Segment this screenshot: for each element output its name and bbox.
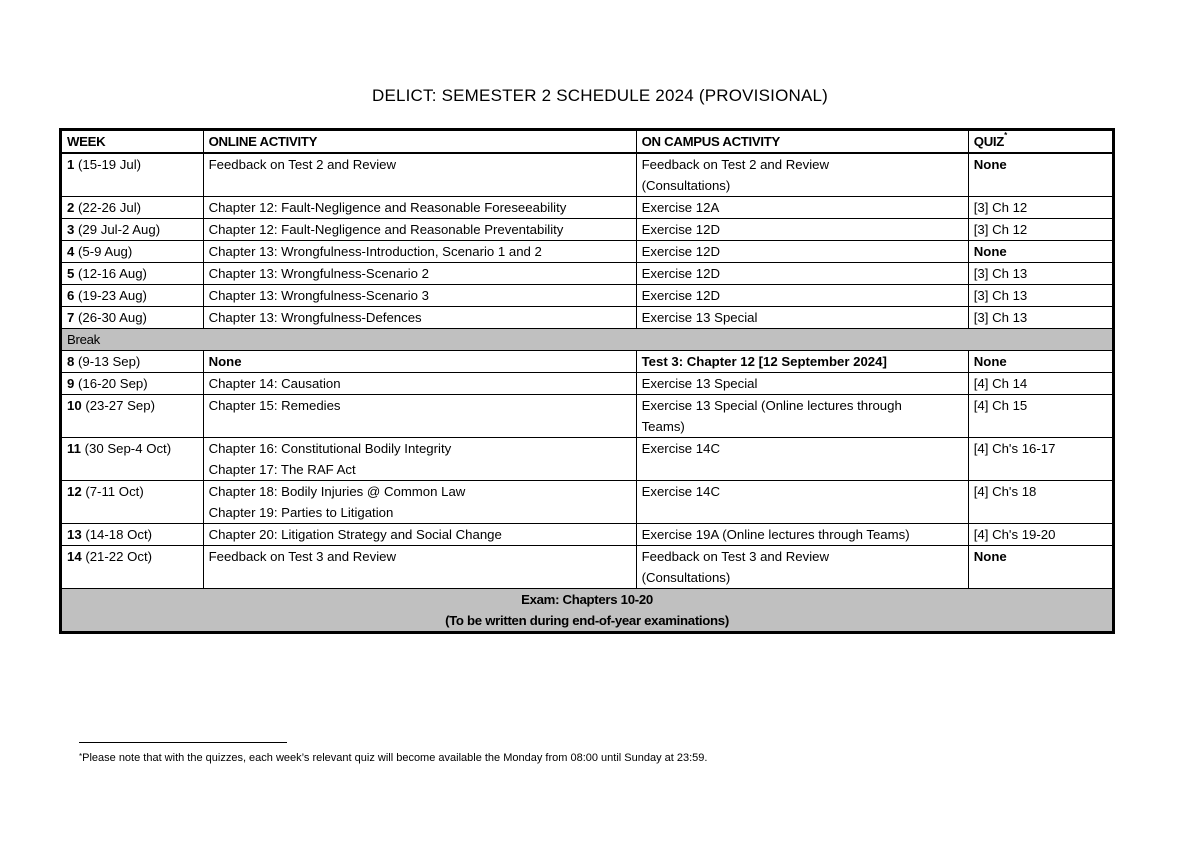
exam-title: Exam: Chapters 10-20 — [521, 592, 653, 607]
table-row — [61, 438, 1114, 481]
week-cell — [61, 395, 204, 438]
on-campus-activity-cell — [636, 285, 968, 307]
week-cell — [61, 197, 204, 219]
week-dates: (21-22 Oct) — [81, 549, 153, 564]
table-row — [61, 395, 1114, 438]
online-activity-cell — [203, 241, 636, 263]
week-number: 9 — [67, 376, 75, 391]
cell-line: Chapter 15: Remedies — [208, 398, 341, 413]
cell-line: (Consultations) — [641, 570, 731, 585]
footnote-marker: * — [1004, 131, 1007, 140]
on-campus-activity-cell — [636, 395, 968, 438]
online-activity-cell — [203, 197, 636, 219]
week-dates: (12-16 Aug) — [74, 266, 147, 281]
cell-line: Feedback on Test 2 and Review — [208, 157, 397, 172]
week-number: 8 — [67, 354, 75, 369]
cell-line: Exercise 14C — [641, 484, 721, 499]
week-dates: (14-18 Oct) — [81, 527, 153, 542]
footnote — [79, 752, 707, 764]
quiz-value: [3] Ch 13 — [973, 288, 1028, 303]
cell-line: Exercise 12D — [641, 266, 721, 281]
online-activity-cell — [203, 546, 636, 589]
quiz-value: None — [973, 244, 1007, 259]
cell-line: Chapter 14: Causation — [208, 376, 341, 391]
cell-line: Exercise 12A — [641, 200, 720, 215]
week-number: 10 — [67, 398, 82, 413]
on-campus-activity-cell — [636, 373, 968, 395]
quiz-cell — [968, 241, 1113, 263]
online-activity-cell — [203, 285, 636, 307]
week-cell — [61, 219, 204, 241]
table-header-row — [61, 130, 1114, 154]
cell-line: Exercise 14C — [641, 441, 721, 456]
header-week: WEEK — [61, 130, 204, 154]
footnote-text: Please note that with the quizzes, each week’s relevant quiz will become available the Monday from 08:00 until Sunday at 23:59. — [82, 752, 708, 764]
quiz-value: None — [973, 549, 1007, 564]
quiz-value: [4] Ch 14 — [973, 376, 1028, 391]
week-number: 5 — [67, 266, 75, 281]
table-row — [61, 153, 1114, 197]
cell-line: Chapter 16: Constitutional Bodily Integrity — [208, 441, 452, 456]
on-campus-activity-cell — [636, 197, 968, 219]
quiz-cell — [968, 395, 1113, 438]
table-row — [61, 197, 1114, 219]
quiz-cell — [968, 263, 1113, 285]
cell-line: Exercise 12D — [641, 222, 721, 237]
on-campus-activity-cell — [636, 263, 968, 285]
week-number: 3 — [67, 222, 75, 237]
on-campus-activity-cell — [636, 351, 968, 373]
online-activity-cell — [203, 307, 636, 329]
week-cell — [61, 546, 204, 589]
week-dates: (19-23 Aug) — [74, 288, 147, 303]
online-activity-cell — [203, 263, 636, 285]
cell-line: Chapter 18: Bodily Injuries @ Common Law — [208, 484, 466, 499]
quiz-value: [4] Ch's 16-17 — [973, 441, 1056, 456]
footnote-mark: * — [79, 752, 83, 761]
cell-line: Chapter 20: Litigation Strategy and Social Change — [208, 527, 502, 542]
page-title: DELICT: SEMESTER 2 SCHEDULE 2024 (PROVISIONAL) — [371, 86, 829, 105]
week-cell — [61, 263, 204, 285]
quiz-value: [4] Ch 15 — [973, 398, 1028, 413]
cell-line: Feedback on Test 3 and Review — [208, 549, 397, 564]
on-campus-activity-cell — [636, 307, 968, 329]
schedule-table — [59, 128, 1115, 634]
week-number: 4 — [67, 244, 75, 259]
week-number: 1 — [67, 157, 75, 172]
exam-row — [61, 589, 1114, 633]
cell-line: Feedback on Test 3 and Review — [641, 549, 830, 564]
week-dates: (7-11 Oct) — [81, 484, 144, 499]
week-number: 2 — [67, 200, 75, 215]
quiz-value: None — [973, 157, 1007, 172]
week-number: 12 — [67, 484, 82, 499]
table-row — [61, 351, 1114, 373]
quiz-cell — [968, 481, 1113, 524]
week-dates: (5-9 Aug) — [74, 244, 133, 259]
table-row — [61, 219, 1114, 241]
table-row — [61, 481, 1114, 524]
quiz-cell — [968, 307, 1113, 329]
online-activity-cell — [203, 351, 636, 373]
cell-line: Exercise 19A (Online lectures through Teams) — [641, 527, 910, 542]
quiz-value: [3] Ch 12 — [973, 200, 1028, 215]
week-dates: (16-20 Sep) — [74, 376, 148, 391]
week-cell — [61, 153, 204, 197]
quiz-cell — [968, 373, 1113, 395]
cell-line: Exercise 12D — [641, 244, 721, 259]
week-number: 14 — [67, 549, 82, 564]
week-dates: (26-30 Aug) — [74, 310, 147, 325]
week-dates: (30 Sep-4 Oct) — [80, 441, 172, 456]
header-on-campus-activity: ON CAMPUS ACTIVITY — [636, 130, 968, 154]
quiz-cell — [968, 438, 1113, 481]
cell-line: None — [208, 354, 242, 369]
quiz-cell — [968, 524, 1113, 546]
on-campus-activity-cell — [636, 153, 968, 197]
table-row — [61, 524, 1114, 546]
online-activity-cell — [203, 219, 636, 241]
cell-line: Chapter 13: Wrongfulness-Scenario 2 — [208, 266, 429, 281]
table-row — [61, 285, 1114, 307]
quiz-cell — [968, 153, 1113, 197]
table-row — [61, 373, 1114, 395]
cell-line: Exercise 13 Special (Online lectures through — [641, 398, 902, 413]
table-row — [61, 263, 1114, 285]
quiz-value: [3] Ch 13 — [973, 310, 1028, 325]
week-cell — [61, 438, 204, 481]
on-campus-activity-cell — [636, 438, 968, 481]
online-activity-cell — [203, 481, 636, 524]
week-number: 11 — [67, 441, 81, 456]
cell-line: (Consultations) — [641, 178, 731, 193]
break-row — [61, 329, 1114, 351]
cell-line: Exercise 12D — [641, 288, 721, 303]
week-dates: (29 Jul-2 Aug) — [74, 222, 161, 237]
week-number: 13 — [67, 527, 82, 542]
week-number: 6 — [67, 288, 75, 303]
quiz-value: [4] Ch's 18 — [973, 484, 1037, 499]
quiz-cell — [968, 351, 1113, 373]
cell-line: Teams) — [641, 419, 685, 434]
online-activity-cell — [203, 153, 636, 197]
cell-line: Exercise 13 Special — [641, 376, 758, 391]
quiz-value: [3] Ch 12 — [973, 222, 1028, 237]
header-quiz-label: QUIZ — [973, 134, 1005, 149]
cell-line: Chapter 13: Wrongfulness-Defences — [208, 310, 422, 325]
on-campus-activity-cell — [636, 546, 968, 589]
online-activity-cell — [203, 395, 636, 438]
quiz-value: [3] Ch 13 — [973, 266, 1028, 281]
table-row — [61, 546, 1114, 589]
week-cell — [61, 351, 204, 373]
on-campus-activity-cell — [636, 219, 968, 241]
footnote-separator — [79, 742, 287, 743]
quiz-cell — [968, 219, 1113, 241]
online-activity-cell — [203, 438, 636, 481]
cell-line: Chapter 13: Wrongfulness-Introduction, Scenario 1 and 2 — [208, 244, 542, 259]
exam-cell — [61, 589, 1114, 633]
week-dates: (15-19 Jul) — [74, 157, 142, 172]
on-campus-activity-cell — [636, 241, 968, 263]
table-row — [61, 307, 1114, 329]
quiz-cell — [968, 285, 1113, 307]
header-quiz — [968, 130, 1113, 154]
break-label: Break — [61, 329, 1114, 351]
week-cell — [61, 524, 204, 546]
cell-line: Test 3: Chapter 12 [12 September 2024] — [641, 354, 887, 369]
week-cell — [61, 307, 204, 329]
cell-line: Chapter 13: Wrongfulness-Scenario 3 — [208, 288, 429, 303]
cell-line: Chapter 17: The RAF Act — [208, 462, 356, 477]
week-cell — [61, 373, 204, 395]
week-dates: (9-13 Sep) — [74, 354, 141, 369]
week-cell — [61, 241, 204, 263]
online-activity-cell — [203, 524, 636, 546]
on-campus-activity-cell — [636, 524, 968, 546]
cell-line: Chapter 12: Fault-Negligence and Reasonable Foreseeability — [208, 200, 567, 215]
quiz-cell — [968, 197, 1113, 219]
quiz-value: None — [973, 354, 1007, 369]
week-cell — [61, 285, 204, 307]
week-dates: (23-27 Sep) — [81, 398, 155, 413]
cell-line: Feedback on Test 2 and Review — [641, 157, 830, 172]
on-campus-activity-cell — [636, 481, 968, 524]
exam-note: (To be written during end-of-year examinations) — [445, 613, 729, 628]
table-row — [61, 241, 1114, 263]
week-cell — [61, 481, 204, 524]
week-number: 7 — [67, 310, 75, 325]
cell-line: Chapter 12: Fault-Negligence and Reasonable Preventability — [208, 222, 564, 237]
quiz-value: [4] Ch's 19-20 — [973, 527, 1056, 542]
online-activity-cell — [203, 373, 636, 395]
cell-line: Chapter 19: Parties to Litigation — [208, 505, 394, 520]
quiz-cell — [968, 546, 1113, 589]
week-dates: (22-26 Jul) — [74, 200, 142, 215]
cell-line: Exercise 13 Special — [641, 310, 758, 325]
header-online-activity: ONLINE ACTIVITY — [203, 130, 636, 154]
